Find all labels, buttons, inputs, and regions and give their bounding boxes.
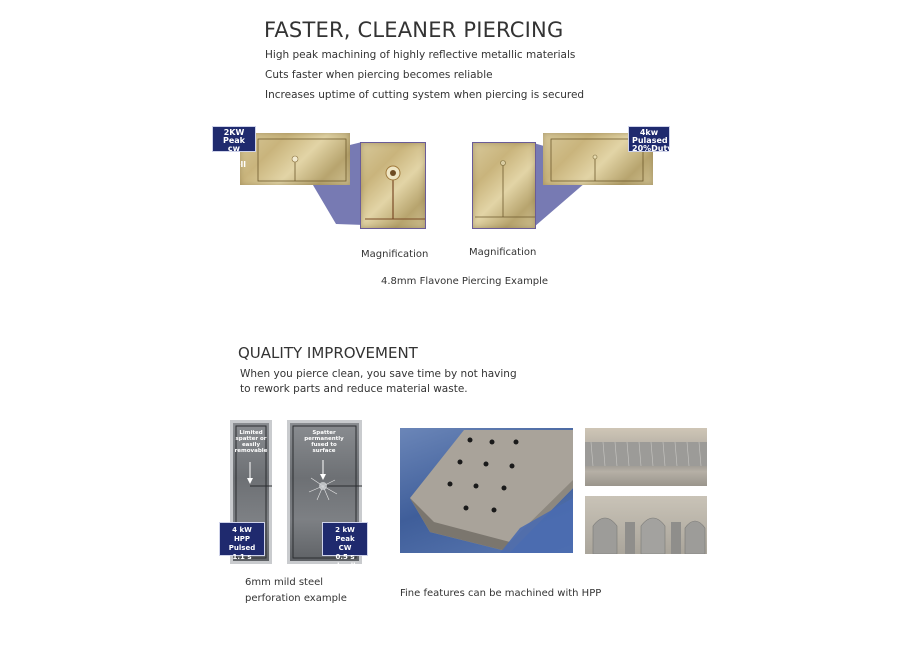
piercing-example-caption: 4.8mm Flavone Piercing Example xyxy=(381,276,549,287)
left-brass-plate xyxy=(240,133,350,185)
plate1-badge: 4 kW HPP Pulsed 1.1 s xyxy=(219,522,265,556)
bullet-1: High peak machining of highly reflective metallic materials xyxy=(265,49,576,61)
bullet-2: Cuts faster when piercing becomes reliable xyxy=(265,69,493,81)
section2-title: QUALITY IMPROVEMENT xyxy=(238,344,418,362)
plate2-badge: 2 kW Peak CW 0.5 s dwell xyxy=(322,522,368,556)
bullet-3: Increases uptime of cutting system when piercing is secured xyxy=(265,89,585,101)
quality-paragraph-line-1: When you pierce clean, you save time by not having xyxy=(240,368,517,380)
plate2-note: Spatter permanently fused to surface xyxy=(304,430,344,454)
fine-features-caption: Fine features can be machined with HPP xyxy=(400,588,602,599)
fine-features-photo xyxy=(585,496,707,554)
section1-title: FASTER, CLEANER PIERCING xyxy=(264,18,564,42)
plate1-note: Limited spatter or easily removable xyxy=(234,430,268,454)
right-magnified-image xyxy=(472,142,536,229)
left-badge: 2KW Peak cw no dwell xyxy=(212,126,256,152)
right-magnification-caption: Magnification xyxy=(469,247,537,258)
left-magnification-caption: Magnification xyxy=(361,249,429,260)
quality-paragraph-line-2: to rework parts and reduce material waste. xyxy=(240,383,468,395)
perforated-block-photo xyxy=(400,428,573,553)
cut-edge-photo xyxy=(585,428,707,486)
right-badge: 4kw Pulased 20%Duty xyxy=(628,126,670,152)
steel-perforation-caption: 6mm mild steel perforation example xyxy=(245,577,347,604)
left-magnified-image xyxy=(360,142,426,229)
